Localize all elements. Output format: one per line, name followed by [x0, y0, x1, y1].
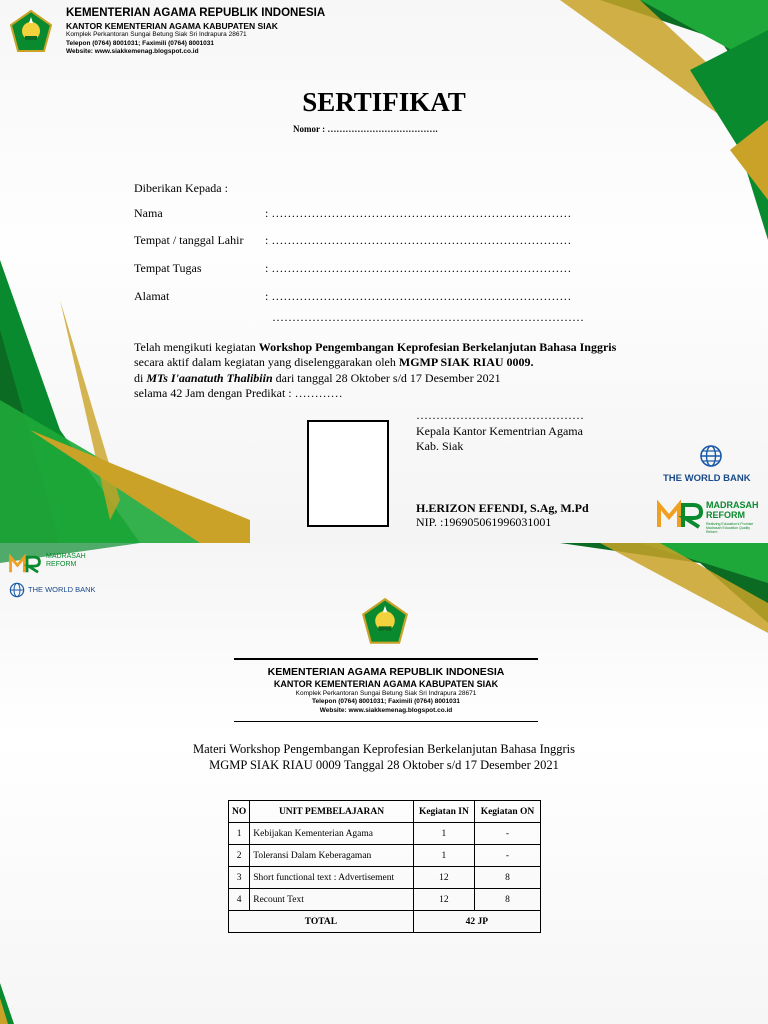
field-value-birth: : ………………………………………………………………… — [265, 233, 572, 247]
row-on: - — [474, 845, 540, 867]
signatory-position: Kepala Kantor Kementrian Agama — [416, 424, 583, 438]
reform-label: REFORM — [706, 510, 745, 520]
reform-label-small: REFORM — [46, 561, 77, 568]
col-header-no: NO — [229, 801, 250, 823]
certificate-title: SERTIFIKAT — [302, 87, 466, 117]
world-bank-globe-icon-small — [9, 582, 25, 598]
field-label-address: Alamat — [134, 289, 170, 303]
field-label-name: Nama — [134, 206, 163, 220]
certificate-number: Nomor : ………………………………. — [293, 124, 438, 134]
materials-subject-line-1: Materi Workshop Pengembangan Keprofesian Berkelanjutan Bahasa Inggris — [193, 742, 575, 756]
body-line-2 — [134, 355, 534, 369]
row-in: 12 — [413, 889, 474, 911]
row-unit: Toleransi Dalam Keberagaman — [250, 845, 414, 867]
madrasah-reform-logo-small — [8, 553, 42, 575]
col-header-unit: UNIT PEMBELAJARAN — [250, 801, 414, 823]
letterhead-top-rule — [234, 658, 538, 660]
signature-dots: …………………………………… — [416, 408, 584, 422]
row-unit: Short functional text : Advertisement — [250, 867, 414, 889]
office-phone: Telepon (0764) 8001031; Faximili (0764) 8001031 — [66, 39, 215, 47]
office-address: Komplek Perkantoran Sungai Betung Siak Sri Indrapura 28671 — [66, 31, 247, 38]
office-website-2: Website: www.siakkemenag.blogspot.co.id — [319, 706, 453, 714]
office-phone-2: Telepon (0764) 8001031; Faximili (0764) 8001031 — [311, 698, 461, 705]
units-table — [228, 800, 541, 933]
office-name: KANTOR KEMENTERIAN AGAMA KABUPATEN SIAK — [66, 20, 278, 31]
body-line-3-prefix: di — [134, 371, 147, 385]
organizer-name: MGMP SIAK RIAU 0009. — [398, 355, 534, 369]
field-value-workplace: : ………………………………………………………………… — [265, 261, 572, 275]
signatory-region: Kab. Siak — [416, 439, 464, 453]
row-in: 1 — [413, 845, 474, 867]
madrasah-reform-logo — [657, 499, 703, 531]
row-no: 3 — [229, 867, 250, 889]
photo-placeholder — [307, 420, 389, 527]
world-bank-globe-icon — [699, 444, 723, 468]
field-value-address-continued: …………………………………………………………………… — [272, 310, 584, 324]
materials-subject — [0, 741, 768, 773]
body-line-3 — [134, 371, 501, 385]
total-label: TOTAL — [229, 911, 414, 933]
madrasah-reform-text-small — [46, 553, 86, 569]
col-header-in: Kegiatan IN — [413, 801, 474, 823]
row-no: 2 — [229, 845, 250, 867]
col-header-on: Kegiatan ON — [474, 801, 540, 823]
row-no: 4 — [229, 889, 250, 911]
row-in: 12 — [413, 867, 474, 889]
field-label-workplace: Tempat Tugas — [134, 261, 202, 275]
row-in: 1 — [413, 823, 474, 845]
office-address-2: Komplek Perkantoran Sungai Betung Siak Sri Indrapura 28671 — [295, 689, 477, 697]
certificate-letterhead — [66, 8, 325, 56]
kemenag-logo — [8, 9, 54, 55]
given-to-label: Diberikan Kepada : — [134, 181, 228, 195]
letterhead-bottom-rule — [234, 721, 538, 722]
ministry-name-2: KEMENTERIAN AGAMA REPUBLIK INDONESIA — [267, 666, 505, 678]
workshop-name: Workshop Pengembangan Keprofesian Berkelanjutan Bahasa Inggris — [258, 340, 617, 354]
total-value: 42 JP — [413, 911, 540, 933]
table-row — [229, 845, 541, 867]
row-no: 1 — [229, 823, 250, 845]
madrasah-reform-text — [706, 500, 759, 520]
date-range: dari tanggal 28 Oktober s/d 17 Desember 2021 — [272, 371, 501, 385]
madrasah-label-small: MADRASAH — [46, 553, 86, 560]
signatory-name: H.ERIZON EFENDI, S.Ag, M.Pd — [416, 501, 589, 515]
row-unit: Kebijakan Kementerian Agama — [250, 823, 414, 845]
row-on: - — [474, 823, 540, 845]
madrasah-tagline: Realizing Education's Promise Madrasah Education Quality Reform — [706, 522, 754, 534]
office-website: Website: www.siakkemenag.blogspot.co.id — [66, 48, 199, 55]
field-value-name: : ………………………………………………………………… — [265, 206, 572, 220]
table-total-row — [229, 911, 541, 933]
table-row — [229, 823, 541, 845]
materials-letterhead — [234, 667, 538, 714]
world-bank-label-small: THE WORLD BANK — [28, 585, 96, 594]
row-on: 8 — [474, 867, 540, 889]
materials-subject-line-2: MGMP SIAK RIAU 0009 Tanggal 28 Oktober s/d 17 Desember 2021 — [209, 758, 559, 772]
madrasah-label: MADRASAH — [706, 500, 759, 510]
signatory-nip: NIP. :196905061996031001 — [416, 515, 552, 529]
table-row — [229, 889, 541, 911]
field-value-address: : ………………………………………………………………… — [265, 289, 572, 303]
field-label-birth: Tempat / tanggal Lahir — [134, 233, 244, 247]
body-line-2-text: secara aktif dalam kegiatan yang diselenggarakan oleh — [134, 355, 399, 369]
body-line-1-text: Telah mengikuti kegiatan — [134, 340, 259, 354]
venue-name: MTs I'aanatuth Thalibiin — [146, 371, 273, 385]
body-line-4: selama 42 Jam dengan Predikat : ………… — [134, 386, 343, 400]
table-header-row — [229, 801, 541, 823]
ministry-name: KEMENTERIAN AGAMA REPUBLIK INDONESIA — [66, 7, 326, 19]
row-on: 8 — [474, 889, 540, 911]
kemenag-logo-center — [360, 597, 410, 647]
table-row — [229, 867, 541, 889]
body-line-1 — [134, 340, 616, 354]
materials-page — [0, 543, 768, 1024]
office-name-2: KANTOR KEMENTERIAN AGAMA KABUPATEN SIAK — [273, 678, 499, 689]
world-bank-label: THE WORLD BANK — [663, 473, 751, 484]
row-unit: Recount Text — [250, 889, 414, 911]
